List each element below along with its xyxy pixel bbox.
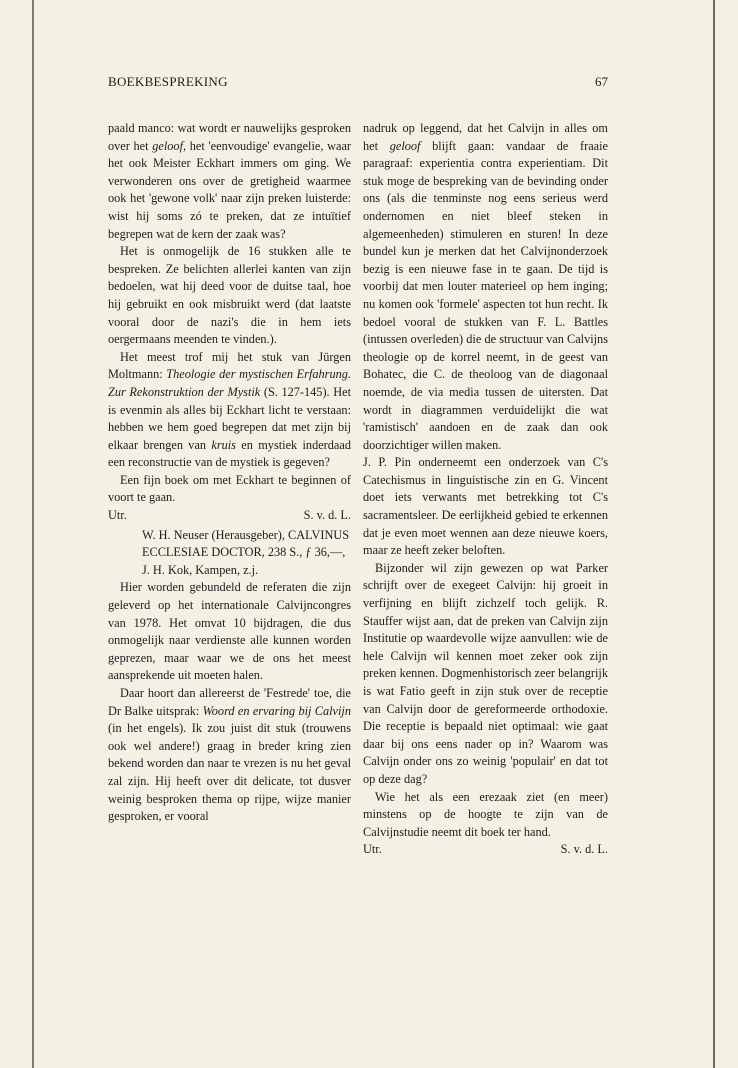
text-run: het 'eenvoudige' evangelie, waar het ook Meister Eckhart immers om ging. We verwonderen ons over de gretigheid waarmee ook het 'gewone volk' naar zijn preken luisterde: wist hij soms zó te preken, dat ze intuïtief begrepen wat de kern der zaak was? <box>108 138 351 241</box>
paragraph-conclusion: Wie het als een erezaak ziet (en meer) minstens op de hoogte te zijn van de Calvijnstudie neemt dit boek ter hand. <box>363 789 608 839</box>
paragraph-experientia <box>363 120 608 454</box>
italic-title: Theologie der mystischen Erfahrung. Zur Rekonstruktion der Mystik <box>108 367 351 399</box>
page-edge-left <box>32 0 34 1068</box>
signature-line <box>108 507 351 525</box>
paragraph-sixteen-pieces: Het is onmogelijk de 16 stukken alle te bespreken. Ze belichten allerlei kanten van zijn bedoelen, wat hij deed voor de duitse taal, hoe hij gebruikt en ook misbruikt werd (dat laatste vooral door de nazi's die in hem iets oergermaans meenden te vinden.). <box>108 244 351 347</box>
paragraph-parker: Bijzonder wil zijn gewezen op wat Parker schrijft over de exegeet Calvijn: hij groeit in verfijning en blijft zichzelf toch gelijk. R. Stauffer wijst aan, dat de preken van Calvijn zijn Institutie op waardevolle wijze aanvullen: wie de hele Calvijn wil kennen moet zeker ook zijn preken kennen. Dogmenhistorisch zeer belangrijk is wat Fatio geeft in zijn stuk over de receptie van Calvijn door de gereformeerde orthodoxie. Die receptie is bepaald niet optimaal: wie gaat daar bij ons eens nader op in? Waarom was Calvijn onder ons zo weinig 'populair' en dat tot op deze dag? <box>363 560 608 786</box>
paragraph-pin-vincent: J. P. Pin onderneemt een onderzoek van C's Catechismus in linguistische zin en G. Vincent doet iets verwants met betrekking tot C's sacramentsleer. De eerlijkheid gebied te erkennen dat je even moet wennen aan deze nieuwe koers, maar ze heeft zeker beloften. <box>363 455 608 558</box>
bibliographic-entry: W. H. Neuser (Herausgeber), CALVINUS ECCLESIAE DOCTOR, 238 S., ƒ 36,—, J. H. Kok, Kampen, z.j. <box>142 527 350 577</box>
paragraph-eckhart-end <box>108 120 351 243</box>
text-run: (S. 127-145). Het is evenmin als alles bij Eckhart licht te verstaan: hebben we hem goed begrepen dat met zijn bij elkaar brengen van <box>108 384 351 452</box>
signature-initials: S. v. d. L. <box>303 508 351 523</box>
paragraph-calvin-congress: Hier worden gebundeld de referaten die zijn geleverd op het internationale Calvijncongres van 1978. Het omvat 10 bijdragen, die dus onmogelijk naar verdienste alle kunnen worden geprezen, maar waar we de ons het meest aansprekende uit moeten halen. <box>108 580 351 683</box>
text-run: Daar hoort dan allereerst de 'Festrede' toe, die Dr Balke uitsprak: <box>108 686 351 718</box>
right-column <box>363 120 608 859</box>
italic-title: Woord en ervaring bij Calvijn <box>202 703 351 718</box>
signature-line <box>363 841 608 859</box>
signature-place: Utr. <box>108 508 127 523</box>
italic-term: kruis <box>211 437 236 452</box>
text-run: blijft gaan: vandaar de fraaie paragraaf: experientia contra experientiam. Dit stuk moge de bespreking van de bevinding onder ons (als die tenminste nog eens serieus werd ondernomen en niet bleef steken in algemeenheden) stimuleren en sturen! In deze bundel kun je merken dat het Calvijnonderzoek bezig is een nieuwe fase in te gaan. De tijd is voorbij dat men louter materieel op hem inging; nu komen ook 'formele' aspecten tot hun recht. Ik bedoel vooral de stukken van F. L. Battles (intussen overleden) die de structuur van Calvijns theologie op de korrel neemt, in de geest van Bohatec, die C. de theoloog van de diagonaal noemde, de via media tussen de uitersten. Dat wordt in diagrammen verduidelijkt die wat 'ramistisch' aandoen en de zaak dan ook doorzichtiger willen maken. <box>363 138 608 452</box>
text-run: Het meest trof mij het stuk van Jürgen Moltmann: <box>108 349 351 382</box>
left-column <box>108 120 351 826</box>
italic-term: geloof, <box>152 138 187 153</box>
page-edge-right <box>713 0 715 1068</box>
text-run: nadruk op leggend, dat het Calvijn in alles om het <box>363 121 608 153</box>
signature-place: Utr. <box>363 842 382 857</box>
italic-term: geloof <box>389 138 421 153</box>
signature-initials: S. v. d. L. <box>560 842 608 857</box>
page-number: 67 <box>595 74 608 89</box>
text-run: en mystiek inderdaad een reconstructie van de mystiek is gegeven? <box>108 437 351 470</box>
text-run: paald manco: wat wordt er nauwelijks gesproken over het <box>108 121 351 153</box>
text-run: (in het engels). Ik zou juist dit stuk (trouwens ook wel andere!) graag in breder kring zien bekend worden dan naar te vrezen is nu het geval zal zijn. Hij heeft over dit delicate, tot dusver weinig besproken thema op rijpe, wijze manier gesproken, er vooral <box>108 721 351 824</box>
paragraph-recommendation: Een fijn boek om met Eckhart te beginnen of voort te gaan. <box>108 472 351 505</box>
running-head: BOEKBESPREKING <box>108 74 228 89</box>
paragraph-moltmann <box>108 349 351 472</box>
paragraph-festrede <box>108 685 351 826</box>
